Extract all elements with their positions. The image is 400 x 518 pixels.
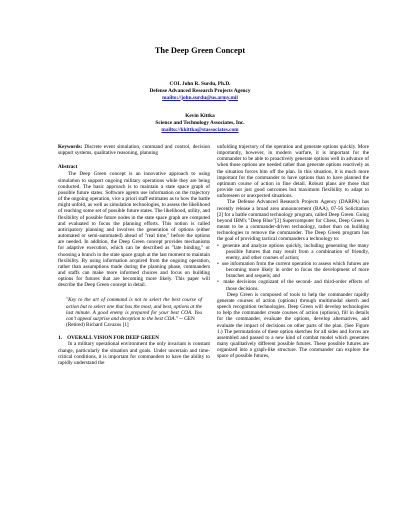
bullet-icon: • <box>217 242 223 249</box>
paper-title: The Deep Green Concept <box>154 46 246 55</box>
author-2 <box>0 113 400 133</box>
bullet-item <box>217 279 369 291</box>
quote-dash: -- GEN <box>178 315 195 322</box>
bullet-item <box>217 243 369 261</box>
section-paragraph: In a military operational environment the only invariant is constant change, particularly the situation and goals. Under uncertain and time-critical conditions, it is important for commanders to have the ability to rapidly understand the <box>58 341 210 366</box>
quote-text: "Key to the art of command is not to select the best course of action but to select one that has the most, and best, options at the last minute. A good enemy is prepared for your best COA. You can't appeal surprise and deception to the best COA." <box>66 297 202 322</box>
keywords-text: Discrete event simulation, command and control, decision support systems, qualitative reasoning, planning <box>58 144 210 157</box>
bullet-text: use information from the current operation to assess which futures are becoming more likely in order to focus the development of more branches and sequels; and <box>221 260 369 280</box>
bullet-icon: • <box>217 279 224 286</box>
epigraph-quote <box>66 297 202 322</box>
section-heading: 1. OVERALL VISION FOR DEEP GREEN <box>58 335 159 342</box>
left-column <box>58 144 210 366</box>
author-1 <box>0 81 400 101</box>
abstract-paragraph: The Deep Green concept is an innovative approach to using simulation to support ongoing military operations while they are being conducted. The basic approach is to maintain a state space graph of possible future states. Software agents use information on the trajectory of the ongoing operation, vice a priori staff estimates as to how the battle might unfold, as well as simulation technologies, to assess the likelihood of reaching some set of possible future states. The likelihood, utility, and flexibility of possible future nodes in the state space graph are computed and evaluated to focus the planning efforts. This notion is called anticipatory planning and involves the generation of options (either automated or semi-automated) ahead of "real time," before the options are needed. In addition, the Deep Green concept provides mechanisms for adaptive execution, which can be described as "late binding," or choosing a branch in the state space graph at the last moment to maintain flexibility. By using information acquired from the ongoing operation, rather than assumptions made during the planning phase, commanders and staffs can make more informed choices and focus on building options for futures that are becoming more likely. This paper will describe the Deep Green concept in detail. <box>58 171 210 289</box>
bullet-item <box>217 261 369 279</box>
author-email-link[interactable]: mailto://kkittka@stassociates.com <box>161 126 239 133</box>
keywords-label: Keywords: <box>58 144 83 150</box>
body-paragraph: The Defense Advanced Research Projects Agency (DARPA) has recently release a broad area announcement (BAA), 07-56 Solicitation [2] for a battle command technology program, called Deep Green. Going beyond IBM's "Deep Blue"[3] Supercomputer for Chess, Deep Green is meant to be a commander-driven technology, rather than on building technologies to remove the commander. The Deep Green program has the goal of providing tactical commanders a technology to: <box>217 199 369 243</box>
author-name: Kevin Kittka <box>185 113 215 120</box>
body-paragraph: Deep Green is composed of tools to help the commander rapidly generate courses of action (options) through multimodal sketch and speech recognition technologies. Deep Green will develop technologies to help the commander create courses of action (options), fill in details for the commander, evaluate the options, develop alternatives, and evaluate the impact of decisions on other parts of the plan. (See Figure 1.) The permutations of these option sketches for all sides and forces are assembled and passed to a new kind of combat model which generates many qualitatively different possible futures. These possible futures are organized into a graph-like structure. The commander can explore the space of possible futures, <box>217 291 369 360</box>
author-affiliation: Science and Technology Associates, Inc. <box>155 120 245 127</box>
keywords <box>58 144 210 156</box>
author-affiliation: Defense Advanced Research Projects Agency <box>149 87 251 94</box>
author-name: COL John R. Surdu, Ph.D. <box>169 81 231 87</box>
right-column <box>217 144 369 359</box>
abstract-heading: Abstract <box>58 164 78 171</box>
bullet-text: make decisions cognizant of the second- and third-order effects of those decisions. <box>223 279 369 292</box>
bullet-icon: • <box>217 260 222 267</box>
quote-attribution: (Retired) Richard Cavazos [1] <box>66 322 129 329</box>
bullet-text: generate and analyze options quickly, including generating the many possible futures that may result from a combination of friendly, enemy, and other courses of action; <box>222 242 369 261</box>
author-list <box>0 81 400 146</box>
body-paragraph: unfolding trajectory of the operation and generate options quickly. More importantly, however, in modern warfare, it is important for the commander to be able to proactively generate options well in advance of when those options are needed rather than generate options reactively as the situation forces him off the plan. In this situation, it is much more important for the commander to have options than to have planned the optimum course of action in fine detail. Robust plans are those that provide not just good outcomes but maximum flexibility to adapt to unforeseen or unexpected situations. <box>217 144 369 200</box>
author-email-link[interactable]: mailto://john.surdu@us.army.mil <box>162 94 238 101</box>
